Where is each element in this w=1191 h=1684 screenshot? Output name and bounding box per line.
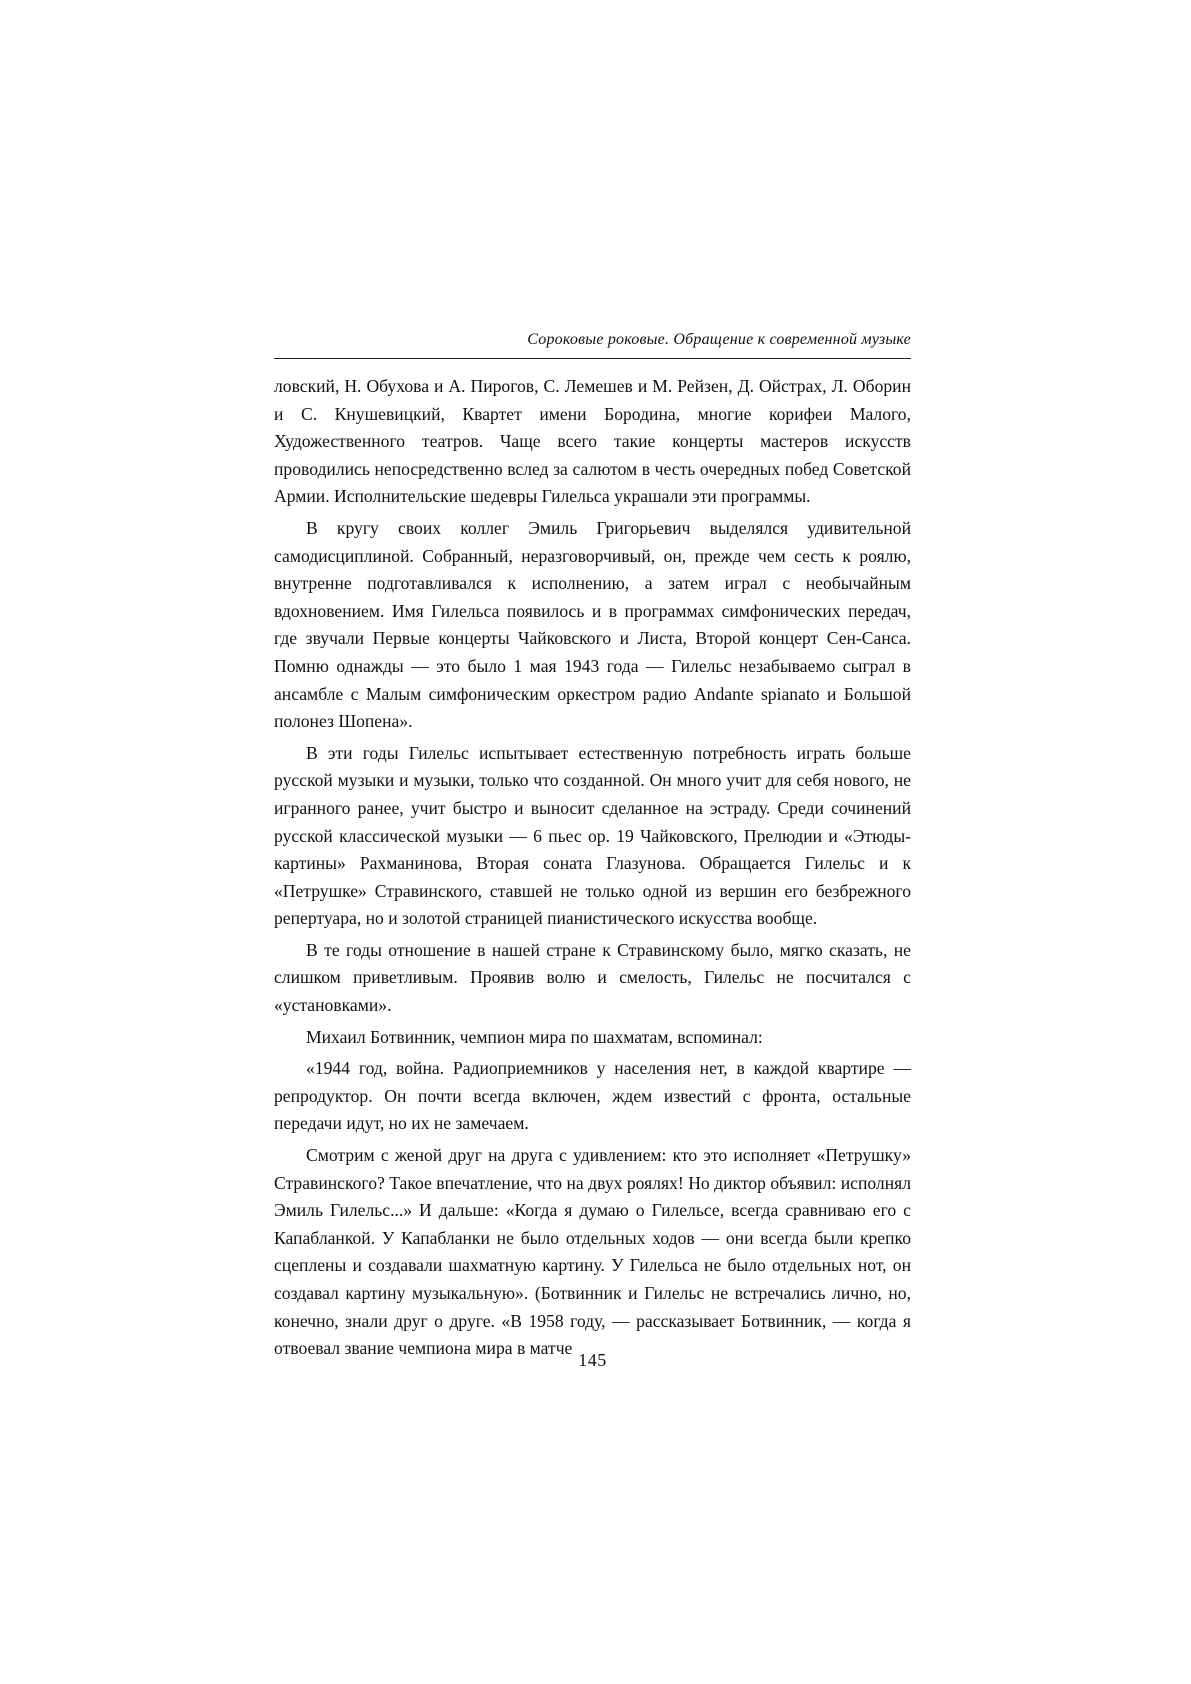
paragraph-6: «1944 год, война. Радиоприемников у населения нет, в каждой квартире — репродуктор. Он почти всегда включен, ждем известий с фронта, остальные передачи идут, но их не замечаем. bbox=[274, 1058, 911, 1134]
book-page bbox=[274, 330, 911, 1370]
paragraph-1: ловский, Н. Обухова и А. Пирогов, С. Лемешев и М. Рейзен, Д. Ойстрах, Л. Оборин и С. Кнушевицкий, Квартет имени Бородина, многие корифеи Малого, Художественного театров. Чаще всего такие концерты мастеров искусств проводились непосредственно вслед за салютом в честь очередных побед Советской Армии. Исполнительские шедевры Гилельса украшали эти программы. bbox=[274, 376, 911, 507]
paragraph-7: Смотрим с женой друг на друга с удивлением: кто это исполняет «Петрушку» Стравинского? Такое впечатление, что на двух роялях! Но диктор объявил: исполнял Эмиль Гилельс...» И дальше: «Когда я думаю о Гилельсе, всегда сравниваю его с Капабланкой. У Капабланки не было отдельных ходов — они всегда были крепко сцеплены и создавали шахматную картину. У Гилельса не было отдельных нот, он создавал картину музыкальную». (Ботвинник и Гилельс не встречались лично, но, конечно, знали друг о друге. «В 1958 году, — рассказывает Ботвинник, — когда я отвоевал звание чемпиона мира в матче bbox=[274, 1145, 911, 1359]
paragraph-5: Михаил Ботвинник, чемпион мира по шахматам, вспоминал: bbox=[306, 1026, 763, 1047]
running-head: Сороковые роковые. Обращение к современной музыке bbox=[274, 330, 911, 359]
body-text bbox=[274, 373, 911, 1363]
paragraph-2: В кругу своих коллег Эмиль Григорьевич выделялся удивительной самодисциплиной. Собранный, неразговорчивый, он, прежде чем сесть к роялю, внутренне подготавливался к исполнению, а затем играл с необычайным вдохновением. Имя Гилельса появилось и в программах симфонических передач, где звучали Первые концерты Чайковского и Листа, Второй концерт Сен-Санса. Помню однажды — это было 1 мая 1943 года — Гилельс незабываемо сыграл в ансамбле с Малым симфоническим оркестром радио Andante spianato и Большой полонез Шопена». bbox=[274, 517, 911, 732]
paragraph-3: В эти годы Гилельс испытывает естественную потребность играть больше русской музыки и музыки, только что созданной. Он много учит для себя нового, не игранного ранее, учит быстро и выносит сделанное на эстраду. Среди сочинений русской классической музыки — 6 пьес ор. 19 Чайковского, Прелюдии и «Этюды-картины» Рахманинова, Вторая соната Глазунова. Обращается Гилельс и к «Петрушке» Стравинского, ставшей не только одной из вершин его безбрежного репертуара, но и золотой страницей пианистического искусства вообще. bbox=[274, 742, 911, 929]
paragraph-4: В те годы отношение в нашей стране к Стравинскому было, мягко сказать, не слишком приветливым. Проявив волю и смелость, Гилельс не посчитался с «установками». bbox=[274, 939, 911, 1016]
page-number: 145 bbox=[578, 1350, 607, 1370]
